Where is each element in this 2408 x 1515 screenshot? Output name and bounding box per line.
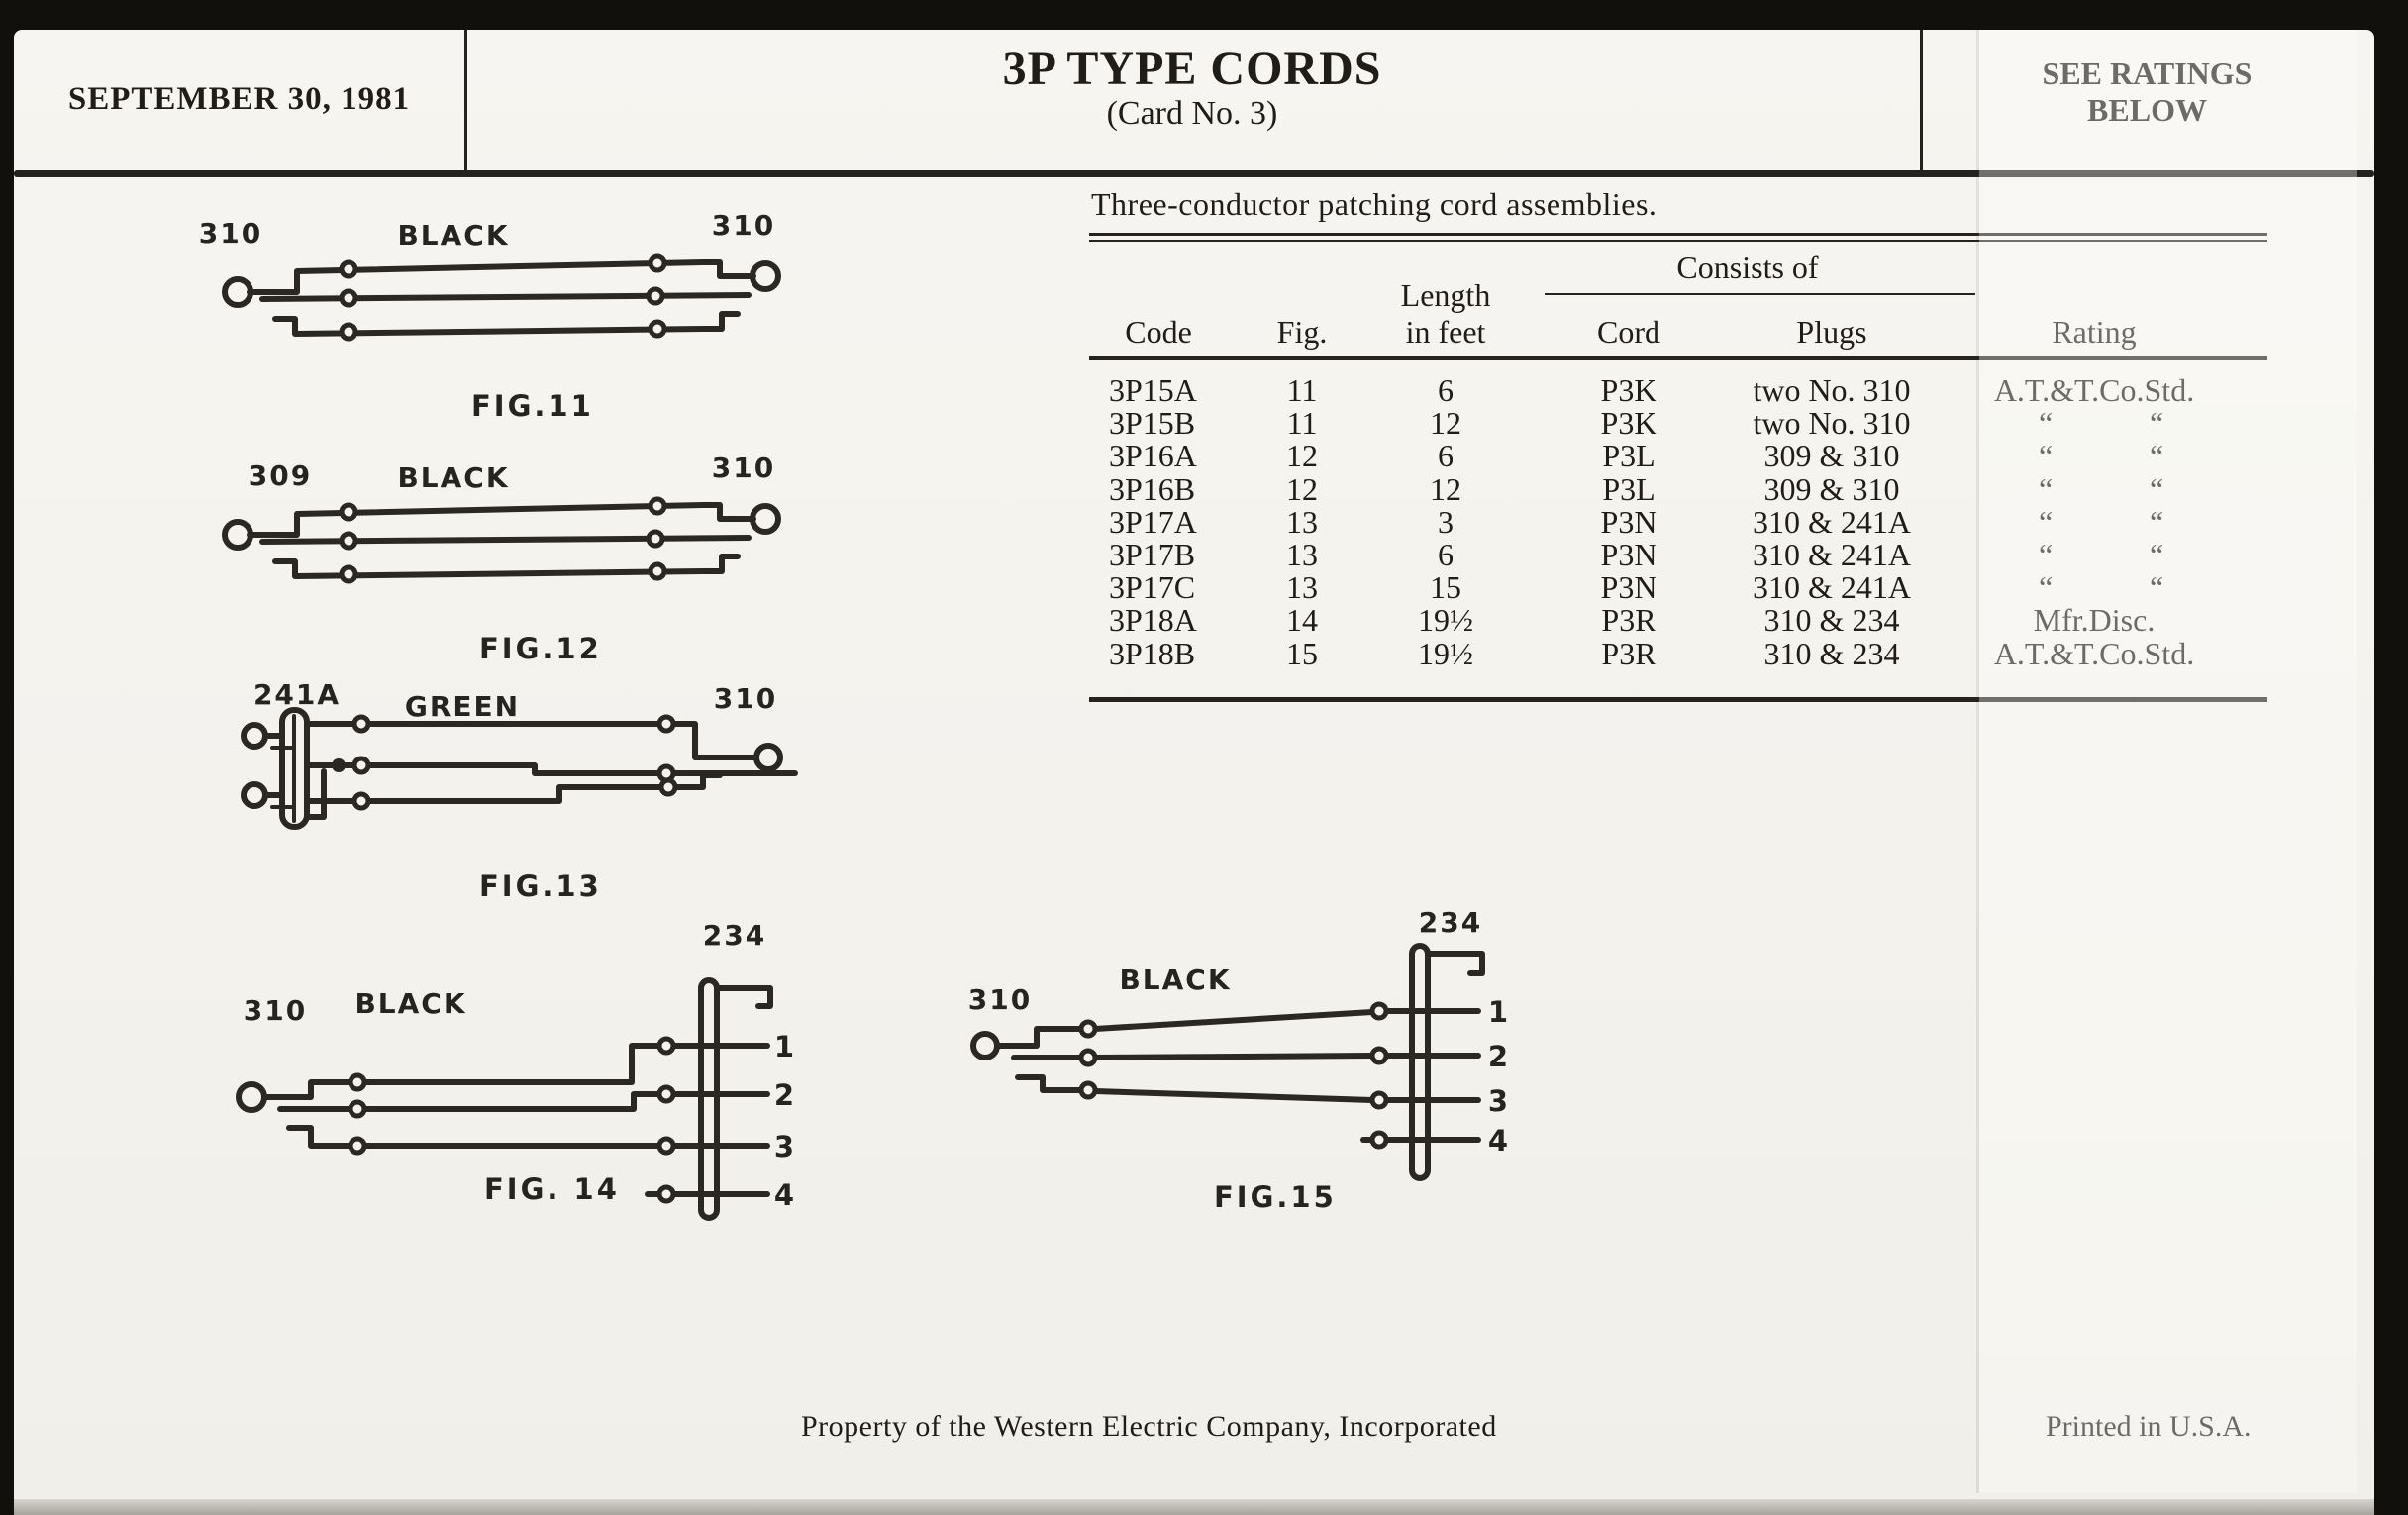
- cell-plugs: 310 & 241A: [1753, 569, 1911, 606]
- cell-length: 6: [1438, 536, 1454, 572]
- fig12-cord-color-label: BLACK: [397, 461, 510, 494]
- col-header-length-line2: in feet: [1405, 314, 1486, 350]
- col-header-cord: Cord: [1597, 314, 1660, 350]
- ditto-mark: “: [2039, 405, 2054, 442]
- fig14-left-plug-label: 310: [243, 994, 308, 1027]
- fig13-right-plug-label: 310: [713, 682, 778, 715]
- cell-fig: 12: [1286, 438, 1318, 474]
- fig14-terminal-1: 1: [773, 1030, 795, 1063]
- fig15-plug-body: [1412, 946, 1428, 1178]
- cell-length: 12: [1430, 405, 1461, 442]
- fig14-terminal-2: 2: [773, 1078, 795, 1112]
- footer-property-note: Property of the Western Electric Company, Incorporated: [801, 1410, 1497, 1443]
- col-header-rating: Rating: [2052, 314, 2137, 350]
- fig11-left-plug-label: 310: [198, 217, 263, 250]
- cell-plugs: 309 & 310: [1763, 438, 1900, 474]
- cell-length: 6: [1438, 438, 1454, 474]
- cell-code: 3P16A: [1109, 438, 1197, 474]
- card-number: (Card No. 3): [1106, 95, 1278, 132]
- cell-fig: 13: [1286, 503, 1318, 540]
- cell-plugs: two No. 310: [1753, 405, 1911, 442]
- cell-code: 3P17B: [1109, 536, 1196, 572]
- figure-12-caption: FIG.12: [479, 632, 602, 665]
- cell-length: 19½: [1418, 602, 1473, 639]
- cell-plugs: 310 & 234: [1763, 635, 1900, 671]
- table-heading: Three-conductor patching cord assemblies.: [1091, 186, 1657, 222]
- cell-plugs: 310 & 241A: [1753, 536, 1911, 572]
- figure-11-diagram: [198, 193, 797, 391]
- figure-15-caption: FIG.15: [1214, 1180, 1337, 1214]
- scan-crease-line: [1976, 30, 1979, 1493]
- cell-fig: 11: [1286, 372, 1318, 408]
- cell-code: 3P17C: [1109, 569, 1196, 606]
- fig13-right-ring-terminal: [756, 746, 780, 769]
- ditto-mark: “: [2150, 470, 2164, 507]
- col-header-plugs: Plugs: [1796, 314, 1867, 350]
- ditto-mark: “: [2039, 503, 2054, 540]
- cell-rating: Mfr.Disc.: [2033, 602, 2156, 639]
- cell-cord: P3L: [1602, 438, 1656, 474]
- cell-rating: A.T.&T.Co.Std.: [1993, 372, 2195, 408]
- scan-bottom-edge: [14, 1499, 2374, 1515]
- cell-cord: P3N: [1600, 536, 1657, 572]
- cell-code: 3P18B: [1109, 635, 1196, 671]
- cell-code: 3P15A: [1109, 372, 1197, 408]
- cell-fig: 13: [1286, 569, 1318, 606]
- cell-plugs: 310 & 241A: [1753, 503, 1911, 540]
- fig15-left-ring-terminal: [973, 1034, 997, 1058]
- fig12-wiring: [225, 499, 778, 581]
- ditto-mark: “: [2150, 569, 2164, 606]
- fig11-right-plug-label: 310: [711, 209, 776, 242]
- ditto-mark: “: [2039, 569, 2054, 606]
- catalog-card: [14, 30, 2374, 1515]
- cell-cord: P3K: [1600, 372, 1657, 408]
- figure-15-diagram: [955, 896, 1530, 1208]
- cell-cord: P3R: [1601, 635, 1656, 671]
- page-title: 3P TYPE CORDS: [1002, 43, 1382, 95]
- fig13-cord-color-label: GREEN: [404, 690, 521, 723]
- scan-sheen: [1979, 30, 2357, 1493]
- fig13-left-ring-upper: [244, 725, 265, 747]
- cell-length: 19½: [1418, 635, 1473, 671]
- ditto-mark: “: [2150, 503, 2164, 540]
- figure-12-diagram: [203, 436, 797, 634]
- col-header-length: [1376, 277, 1515, 351]
- figure-13-diagram: [203, 678, 817, 896]
- cell-plugs: two No. 310: [1753, 372, 1911, 408]
- fig15-right-plug-label: 234: [1418, 906, 1483, 939]
- fig14-left-ring-terminal: [239, 1084, 264, 1110]
- cell-plugs: 310 & 234: [1763, 602, 1900, 639]
- figure-14-caption: FIG. 14: [484, 1172, 620, 1206]
- cell-plugs: 309 & 310: [1763, 470, 1900, 507]
- fig12-left-plug-label: 309: [248, 459, 313, 492]
- ditto-mark: “: [2150, 438, 2164, 474]
- ditto-mark: “: [2150, 536, 2164, 572]
- col-header-code: Code: [1125, 314, 1192, 350]
- cell-cord: P3N: [1600, 503, 1657, 540]
- fig13-left-ring-lower: [244, 784, 265, 806]
- fig14-plug-hook: [717, 988, 770, 1006]
- fig14-right-plug-label: 234: [702, 919, 767, 952]
- fig15-terminal-3: 3: [1487, 1084, 1509, 1118]
- fig15-terminal-1: 1: [1487, 995, 1509, 1029]
- cell-cord: P3N: [1600, 569, 1657, 606]
- fig15-terminal-4: 4: [1487, 1124, 1509, 1158]
- fig15-wiring: [973, 946, 1508, 1178]
- fig11-wiring: [225, 256, 778, 339]
- figure-11-caption: FIG.11: [471, 389, 594, 423]
- cell-code: 3P18A: [1109, 602, 1197, 639]
- fig15-plug-hook: [1428, 954, 1482, 973]
- fig14-cord-color-label: BLACK: [354, 987, 467, 1020]
- cell-code: 3P17A: [1109, 503, 1197, 540]
- cell-cord: P3K: [1600, 405, 1657, 442]
- ratings-note-line1: SEE RATINGS: [2042, 55, 2253, 91]
- cell-length: 3: [1438, 503, 1454, 540]
- figure-13-caption: FIG.13: [479, 869, 602, 903]
- fig15-cord-color-label: BLACK: [1119, 963, 1232, 996]
- ditto-mark: “: [2150, 405, 2164, 442]
- cell-cord: P3L: [1602, 470, 1656, 507]
- ditto-mark: “: [2039, 470, 2054, 507]
- cell-fig: 12: [1286, 470, 1318, 507]
- cell-length: 12: [1430, 470, 1461, 507]
- cell-fig: 13: [1286, 536, 1318, 572]
- consists-of-label: Consists of: [1676, 250, 1819, 285]
- cell-fig: 15: [1286, 635, 1318, 671]
- fig13-left-plug-label: 241A: [252, 678, 342, 711]
- cell-fig: 14: [1286, 602, 1318, 639]
- footer-printed-note: Printed in U.S.A.: [2046, 1410, 2252, 1443]
- fig14-plug-body: [701, 980, 717, 1218]
- cell-code: 3P16B: [1109, 470, 1196, 507]
- cell-fig: 11: [1286, 405, 1318, 442]
- cell-code: 3P15B: [1109, 405, 1196, 442]
- cell-length: 15: [1430, 569, 1461, 606]
- cell-rating: A.T.&T.Co.Std.: [1993, 635, 2195, 671]
- cell-cord: P3R: [1601, 602, 1656, 639]
- ratings-note-line2: BELOW: [2087, 92, 2207, 128]
- ditto-mark: “: [2039, 536, 2054, 572]
- ditto-mark: “: [2039, 438, 2054, 474]
- fig11-cord-color-label: BLACK: [397, 219, 510, 252]
- fig12-right-plug-label: 310: [711, 452, 776, 484]
- fig13-junction-dot: [332, 758, 346, 772]
- fig13-wiring: [244, 710, 795, 827]
- fig14-terminal-4: 4: [773, 1178, 795, 1212]
- fig15-left-plug-label: 310: [967, 983, 1033, 1016]
- fig14-terminal-3: 3: [773, 1130, 795, 1163]
- cell-length: 6: [1438, 372, 1454, 408]
- col-header-length-line1: Length: [1400, 277, 1491, 313]
- fig15-terminal-2: 2: [1487, 1040, 1509, 1073]
- col-header-fig: Fig.: [1276, 314, 1328, 350]
- issue-date: SEPTEMBER 30, 1981: [67, 81, 411, 117]
